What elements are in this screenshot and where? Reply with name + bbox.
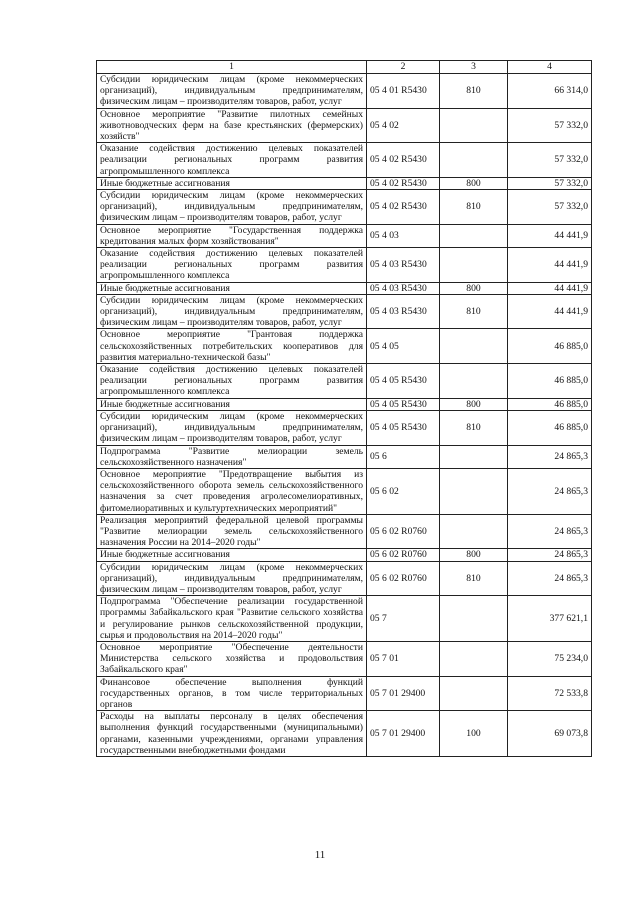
- table-header-row: [97, 61, 592, 74]
- row-expense-type-cell: [440, 641, 508, 676]
- row-expense-type-cell: 800: [440, 282, 508, 294]
- table-row: [97, 143, 592, 178]
- row-name-cell: Основное мероприятие "Грантовая поддержка сельскохозяйственных потребительских кооперативов для развития материально-технической базы": [97, 329, 367, 364]
- row-code-cell: 05 4 02 R5430: [367, 143, 440, 178]
- table-row: [97, 364, 592, 399]
- row-expense-type-cell: 800: [440, 398, 508, 410]
- header-col-3: 3: [440, 61, 508, 74]
- row-expense-type-cell: [440, 596, 508, 642]
- row-code-cell: 05 7 01 29400: [367, 676, 440, 711]
- table-row: [97, 711, 592, 757]
- row-name-cell: Иные бюджетные ассигнования: [97, 177, 367, 189]
- row-name-cell: Субсидии юридическим лицам (кроме некоммерческих организаций), индивидуальным предпринимателям, физическим лицам – производителям товаров, работ, услуг: [97, 561, 367, 596]
- row-expense-type-cell: [440, 224, 508, 247]
- table-row: [97, 282, 592, 294]
- header-col-4: 4: [508, 61, 592, 74]
- row-code-cell: 05 7: [367, 596, 440, 642]
- row-sum-cell: 57 332,0: [508, 108, 592, 143]
- table-row: [97, 177, 592, 189]
- row-name-cell: Субсидии юридическим лицам (кроме некоммерческих организаций), индивидуальным предпринимателям, физическим лицам – производителям товаров, работ, услуг: [97, 190, 367, 225]
- table-body: [97, 61, 592, 757]
- row-code-cell: 05 4 02 R5430: [367, 190, 440, 225]
- row-name-cell: Оказание содействия достижению целевых показателей реализации региональных программ развития агропромышленного комплекса: [97, 143, 367, 178]
- row-expense-type-cell: [440, 108, 508, 143]
- row-name-cell: Оказание содействия достижению целевых показателей реализации региональных программ развития агропромышленного комплекса: [97, 248, 367, 283]
- row-code-cell: 05 4 03 R5430: [367, 248, 440, 283]
- table-row: [97, 514, 592, 549]
- row-expense-type-cell: [440, 329, 508, 364]
- row-name-cell: Иные бюджетные ассигнования: [97, 549, 367, 561]
- header-col-1: 1: [97, 61, 367, 74]
- row-name-cell: Субсидии юридическим лицам (кроме некоммерческих организаций), индивидуальным предпринимателям, физическим лицам – производителям товаров, работ, услуг: [97, 410, 367, 445]
- row-sum-cell: 24 865,3: [508, 445, 592, 468]
- row-code-cell: 05 4 01 R5430: [367, 74, 440, 109]
- row-code-cell: 05 6 02 R0760: [367, 514, 440, 549]
- row-code-cell: 05 6: [367, 445, 440, 468]
- row-sum-cell: 44 441,9: [508, 224, 592, 247]
- row-sum-cell: 24 865,3: [508, 549, 592, 561]
- page-number: 11: [314, 849, 326, 861]
- header-col-2: 2: [367, 61, 440, 74]
- row-code-cell: 05 4 03 R5430: [367, 294, 440, 329]
- row-code-cell: 05 4 02: [367, 108, 440, 143]
- row-name-cell: Основное мероприятие "Обеспечение деятельности Министерства сельского хозяйства и продовольствия Забайкальского края": [97, 641, 367, 676]
- table-row: [97, 398, 592, 410]
- row-sum-cell: 66 314,0: [508, 74, 592, 109]
- table-row: [97, 549, 592, 561]
- row-code-cell: 05 7 01 29400: [367, 711, 440, 757]
- row-name-cell: Иные бюджетные ассигнования: [97, 282, 367, 294]
- row-code-cell: 05 6 02 R0760: [367, 549, 440, 561]
- row-sum-cell: 57 332,0: [508, 190, 592, 225]
- row-sum-cell: 44 441,9: [508, 282, 592, 294]
- row-name-cell: Основное мероприятие "Предотвращение выбытия из сельскохозяйственного оборота земель сельскохозяйственного назначения за счет проведения агролесомелиоративных, фитомелиоративных и культуртехнических мероприятий": [97, 468, 367, 514]
- row-expense-type-cell: 810: [440, 410, 508, 445]
- row-code-cell: 05 4 05 R5430: [367, 410, 440, 445]
- row-name-cell: Оказание содействия достижению целевых показателей реализации региональных программ развития агропромышленного комплекса: [97, 364, 367, 399]
- row-expense-type-cell: [440, 143, 508, 178]
- row-expense-type-cell: 810: [440, 74, 508, 109]
- table-row: [97, 641, 592, 676]
- table-row: [97, 294, 592, 329]
- table-row: [97, 74, 592, 109]
- row-expense-type-cell: 800: [440, 549, 508, 561]
- row-expense-type-cell: [440, 514, 508, 549]
- row-code-cell: 05 6 02: [367, 468, 440, 514]
- row-code-cell: 05 4 03: [367, 224, 440, 247]
- row-code-cell: 05 4 03 R5430: [367, 282, 440, 294]
- row-sum-cell: 57 332,0: [508, 177, 592, 189]
- row-sum-cell: 46 885,0: [508, 329, 592, 364]
- row-sum-cell: 57 332,0: [508, 143, 592, 178]
- row-sum-cell: 46 885,0: [508, 410, 592, 445]
- table-row: [97, 596, 592, 642]
- row-expense-type-cell: 800: [440, 177, 508, 189]
- row-name-cell: Субсидии юридическим лицам (кроме некоммерческих организаций), индивидуальным предпринимателям, физическим лицам – производителям товаров, работ, услуг: [97, 74, 367, 109]
- row-name-cell: Иные бюджетные ассигнования: [97, 398, 367, 410]
- row-sum-cell: 75 234,0: [508, 641, 592, 676]
- row-sum-cell: 44 441,9: [508, 248, 592, 283]
- row-code-cell: 05 7 01: [367, 641, 440, 676]
- row-sum-cell: 24 865,3: [508, 561, 592, 596]
- row-expense-type-cell: [440, 676, 508, 711]
- row-sum-cell: 44 441,9: [508, 294, 592, 329]
- row-sum-cell: 69 073,8: [508, 711, 592, 757]
- row-sum-cell: 377 621,1: [508, 596, 592, 642]
- row-expense-type-cell: 810: [440, 294, 508, 329]
- row-sum-cell: 72 533,8: [508, 676, 592, 711]
- row-expense-type-cell: [440, 445, 508, 468]
- table-row: [97, 248, 592, 283]
- table-row: [97, 224, 592, 247]
- row-code-cell: 05 4 02 R5430: [367, 177, 440, 189]
- table-row: [97, 561, 592, 596]
- row-sum-cell: 24 865,3: [508, 468, 592, 514]
- table-row: [97, 190, 592, 225]
- row-name-cell: Подпрограмма "Развитие мелиорации земель сельскохозяйственного назначения": [97, 445, 367, 468]
- row-sum-cell: 24 865,3: [508, 514, 592, 549]
- budget-table: [96, 60, 592, 757]
- row-expense-type-cell: [440, 364, 508, 399]
- row-name-cell: Субсидии юридическим лицам (кроме некоммерческих организаций), индивидуальным предпринимателям, физическим лицам – производителям товаров, работ, услуг: [97, 294, 367, 329]
- table-row: [97, 410, 592, 445]
- row-sum-cell: 46 885,0: [508, 398, 592, 410]
- table-row: [97, 676, 592, 711]
- row-sum-cell: 46 885,0: [508, 364, 592, 399]
- row-name-cell: Подпрограмма "Обеспечение реализации государственной программы Забайкальского края "Развитие сельского хозяйства и регулирование рынков сельскохозяйственной продукции, сырья и продовольствия на 2014–2020 годы": [97, 596, 367, 642]
- row-code-cell: 05 6 02 R0760: [367, 561, 440, 596]
- row-expense-type-cell: 810: [440, 190, 508, 225]
- table-row: [97, 445, 592, 468]
- row-expense-type-cell: 100: [440, 711, 508, 757]
- row-name-cell: Реализация мероприятий федеральной целевой программы "Развитие мелиорации земель сельскохозяйственного назначения России на 2014–2020 годы": [97, 514, 367, 549]
- row-name-cell: Расходы на выплаты персоналу в целях обеспечения выполнения функций государственными (муниципальными) органами, казенными учреждениями, органами управления государственными внебюджетными фондами: [97, 711, 367, 757]
- row-code-cell: 05 4 05 R5430: [367, 398, 440, 410]
- row-expense-type-cell: [440, 248, 508, 283]
- row-name-cell: Основное мероприятие "Развитие пилотных семейных животноводческих ферм на базе крестьянских (фермерских) хозяйств": [97, 108, 367, 143]
- row-code-cell: 05 4 05 R5430: [367, 364, 440, 399]
- row-name-cell: Основное мероприятие "Государственная поддержка кредитования малых форм хозяйствования": [97, 224, 367, 247]
- row-code-cell: 05 4 05: [367, 329, 440, 364]
- row-expense-type-cell: 810: [440, 561, 508, 596]
- row-expense-type-cell: [440, 468, 508, 514]
- row-name-cell: Финансовое обеспечение выполнения функций государственных органов, в том числе территориальных органов: [97, 676, 367, 711]
- table-row: [97, 108, 592, 143]
- table-row: [97, 468, 592, 514]
- table-row: [97, 329, 592, 364]
